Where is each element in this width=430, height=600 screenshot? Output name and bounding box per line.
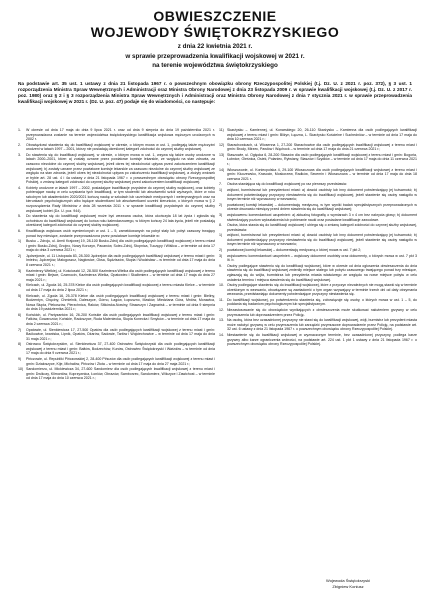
item-text: Pińczowie, ul. Republiki Pińczowskiej 2, 28-400 Pińczów dla osób podlegających kwalifikacji wojskowej z terenu miast i gmin: Działoszyce, Kije, Michałów, Pińczów i Złota – w terminie od dnia 17 maja do dnia 27 maja 2021 r.; [26, 357, 215, 366]
document-title: OBWIESZCZENIE [153, 8, 277, 24]
item-text: Kwalifikacja wojskowa osób wymienionych w ust. 1 – 5, zameldowanych na pobyt stały lub pobyt czasowy trwający ponad trzy miesiące, zostanie przeprowadzona przez powiatowe komisje lekarskie w: [26, 228, 215, 238]
item-number: 4) [18, 283, 22, 288]
list-item [219, 318, 417, 332]
item-text: Do stawienia się do kwalifikacji wojskowej może być wezwana osoba, która ukończyła 18 lat życia i zgłosiła się ochotniczo do kwalifikacji wojskowej do końca roku kalendarzowego, w którym kończy 24 lata życia, jeżeli nie posiadają określonej kategorii zdolności do czynnej służby wojskowej. [26, 214, 215, 228]
item-text: Niezastosowanie się do obowiązków wynikających z obwieszczenia może skutkować nałożeniem grzywny w celu przymuszenia lub doprowadzeniem przez Policję. [227, 308, 417, 317]
item-text: Starachowicach, ul. Wiosenna 1, 27-200 Starachowice dla osób podlegających kwalifikacji wojskowej z terenu miast i gmin: Brody, Mirzec, Pawłów i Wąchock – w terminie od dnia 17 maja do dnia 21 czerwca 2021 r.; [227, 142, 417, 152]
item-text: Na osobę, która bez uzasadnionej przyczyny nie stawi się do kwalifikacji wojskowej, wójt, burmistrz lub prezydent miasta może nałożyć grzywnę w celu przymuszenia lub zarządzić przymusowe doprowadzenie przez Policję, na podstawie art. 32 ust. 6 ustawy z dnia 21 listopada 1967 r. o powszechnym obowiązku obrony Rzeczypospolitej Polskiej. [227, 318, 417, 332]
list-item [219, 333, 417, 347]
list-item [219, 143, 417, 152]
item-number: 5. [18, 214, 21, 219]
item-text: wójtowi, burmistrzowi lub prezydentowi miast: a) dowód osobisty lub inny dokument potwierdzający jej tożsamość; b) dokument potwierdzający przyczyny niestawienia się do kwalifikacji wojskowej, jeżeli stawienie się osoby nastąpiło w innym terminie niż wyznaczony w wezwaniu; [227, 233, 417, 247]
list-item [219, 248, 417, 253]
item-number: 14) [219, 167, 225, 172]
item-number: 2. [18, 142, 21, 147]
list-item [18, 342, 215, 356]
list-item [18, 328, 215, 342]
list-item [219, 298, 417, 307]
item-text: W okresie od dnia 17 maja do dnia 9 lipca 2021 r. oraz od dnia 9 sierpnia do dnia 19 października 2021 r. przeprowadzona zostanie na terenie województwa świętokrzyskiego kwalifikacja wojskowa mężczyzn urodzonych w 2002 r. [26, 128, 215, 142]
list-item [219, 213, 417, 222]
item-text: powiatowej komisji lekarskiej – dokumentację medyczną o której mowa w ust. 7 pkt 2; [227, 248, 362, 253]
item-number: 2) [219, 248, 223, 253]
list-item [18, 313, 215, 327]
item-text: Staszowie, ul. Ogłęcka 6, 28-200 Staszów dla osób podlegających kwalifikacji wojskowej z terenu miast i gmin: Bogoria, Łubnice, Oleśnica, Osiek, Połaniec, Rytwiany, Staszów i Szydłów – w terminie od dnia 17 maja do dnia 11 czerwca 2021 r.; [227, 152, 417, 167]
signature-name: Zbigniew Koniusz [332, 583, 364, 589]
item-text: Busku – Zdroju, ul. Armii Krajowej 19, 28-100 Busko-Zdrój dla osób podlegających kwalifikacji wojskowej z terenu miast i gmin: Busko-Zdrój, Gnojno, Nowy Korczyn, Pacanów, Solec-Zdrój, Stopnica, Tuczępy i Wiślica – w terminie od dnia 17 maja do dnia 3 czerwca 2021 r.; [26, 239, 215, 253]
item-number: 9. [219, 263, 222, 268]
item-text: Kielcach, ul. Zgoda 16, 25-378 Kielce dla osób podlegających kwalifikacji wojskowej z terenu miast i gmin: Bieliny, Bodzentyn, Chęciny, Chmielnik, Daleszyce, Górno, Łagów, Łopuszno, Masłów, Miedziana Góra, Mniów, Morawica, Nowa Słupia, Piekoszów, Pierzchnica, Raków, Sitkówka-Nowiny, Strawczyn i Zagnańsk – w terminie od dnia 9 sierpnia do dnia 19 października 2021 r.; [26, 293, 215, 312]
list-item [18, 357, 215, 366]
item-number: 14. [219, 333, 224, 338]
signature-block [288, 578, 408, 589]
item-number: 3) [219, 212, 223, 217]
item-number: 1. [18, 128, 21, 132]
item-text: Obowiązkowi stawienia się do kwalifikacji wojskowej w okresie, o którym mowa w ust. 1, podlegają także mężczyźni urodzeni w latach 1997 – 2001, którzy nie posiadają określonej kategorii zdolności do czynnej służby wojskowej. [26, 142, 215, 152]
list-item [219, 254, 417, 263]
list-item [18, 128, 215, 142]
item-text: Końskich, ul. Partyzantów 16, 26-200 Końskie dla osób podlegających kwalifikacji wojskowej z terenu miast i gmin: Fałków, Gowarczów, Końskie, Radoszyce, Ruda Maleniecka, Słupia Konecka i Smyków – w terminie od dnia 17 maja do dnia 2 czerwca 2021 r.; [26, 312, 215, 326]
list-item [18, 153, 215, 185]
item-text: Skarżysku – Kamiennej, ul. Konarskiego 20, 26-110 Skarżysko – Kamienna dla osób podlegających kwalifikacji wojskowej z terenu miast i gmin: Bliżyn, Łączna, L. Skarżysko Kościelne i Suchedniów – w terminie od dnia 17 maja do dnia 10 czerwca 2021 r.; [227, 128, 417, 142]
list-item [219, 188, 417, 202]
item-number: 6. [18, 228, 21, 233]
list-item [18, 239, 215, 253]
signature-title: Wojewoda Świętokrzyski [326, 578, 370, 583]
legal-basis-paragraph: Na podstawie art. 35 ust. 1 ustawy z dnia 21 listopada 1967 r. o powszechnym obowiązku obrony Rzeczypospolitej Polskiej (t.j. Dz. U. z 2021 r. poz. 372), § 3 ust. 1 rozporządzenia Ministra Spraw Wewnętrznych i Administracji oraz Ministra Obrony Narodowej z dnia 23 listopada 2009 r. w sprawie kwalifikacji wojskowej (t.j. Dz. U. z 2017 r. poz. 1980) oraz § 2 i § 3 rozporządzenia Ministra Spraw Wewnętrznych i Administracji oraz Ministra Obrony Narodowej z dnia 7 stycznia 2021 r. w sprawie przeprowadzenia kwalifikacji wojskowej w 2021 r. (Dz. U. poz. 47) podaje się do wiadomości, co następuje: [18, 81, 412, 104]
list-item [219, 203, 417, 212]
right-column [219, 128, 417, 568]
item-text: wojskowemu komendantowi uzupełnień: a) aktualną fotografię o wymiarach 3 x 4 cm bez nakrycia głowy; b) dokument stwierdzający poziom wykształcenia lub pobieranie nauki oraz posiadane kwalifikacje zawodowe. [227, 212, 417, 222]
document-subject-region: na terenie województwa świętokrzyskiego [152, 62, 278, 69]
list-item [219, 308, 417, 317]
item-number: 10. [219, 283, 224, 288]
item-text: Kielcach, ul. Zgoda 16, 25-378 Kielce dla osób podlegających kwalifikacji wojskowej z terenu miasta Kielce – w terminie od dnia 17 maja do dnia 2 lipca 2021 r.; [26, 283, 215, 292]
item-number: 7) [18, 327, 22, 332]
document-date: z dnia 22 kwietnia 2021 r. [177, 43, 253, 50]
item-text: Osoby podlegające stawieniu się do kwalifikacji wojskowej, które z przyczyn niezależnych nie mogą stawić się w terminie określonym w wezwaniu, obowiązane są zawiadomić o tym organ wzywający w terminie trzech dni od daty otrzymania wezwania, przedstawiając dokumenty potwierdzające przyczyny niestawienia się. [227, 283, 417, 297]
item-text: Do kwalifikacji wojskowej, po potwierdzeniu stawienia się, zobowiązuje się osoby, o których mowa w ust. 1 – 5, do poddania się badaniom psychologicznym lub specjalistycznym. [227, 297, 417, 307]
list-item [18, 269, 215, 283]
item-number: 2) [219, 202, 223, 207]
list-item [219, 233, 417, 247]
item-text: Jędrzejowie, ul. 11 Listopada 83, 28-300 Jędrzejów dla osób podlegających kwalifikacji wojskowej z terenu miast i gmin: Imielno, Jędrzejów, Małogoszcz, Nagłowice, Oksa, Sędziszów, Słupia i Wodzisław – w terminie od dnia 17 maja do dnia 8 czerwca 2021 r.; [26, 253, 215, 267]
list-item [18, 254, 215, 268]
item-text: Ostrowcu Świętokrzyskim, ul. Sienkiewicza 37, 27-400 Ostrowiec Świętokrzyski dla osób podlegających kwalifikacji wojskowej z terenu miast i gmin: Bałtów, Bodzechów, Kunów, Ostrowiec Świętokrzyski i Waśniów – w terminie od dnia 17 maja do dnia 9 czerwca 2021 r.; [26, 342, 215, 356]
item-number: 13. [219, 318, 224, 323]
item-text: Do stawienia się do kwalifikacji wojskowej, w okresie, o którym mowa w ust. 1, wzywa się także osoby urodzone w latach 2000–2001, które: a) zostały uznane przez powiatowe komisje lekarskie, ze względu na stan zdrowia, za czasowo niezdolne do czynnej służby wojskowej, jeżeli okres tej niezdolności upływa przed zakończeniem kwalifikacji wojskowej; b) zostały uznane przez powiatowe komisje lekarskie za czasowo niezdolne do czynnej służby wojskowej ze względu na stan zdrowia, jeżeli okres tej niezdolności upływa po zakończeniu kwalifikacji wojskowej, a złożyły wniosek w trybie art. 28 ust. 4 i 4a ustawy z dnia 21 listopada 1967 r. o powszechnym obowiązku obrony Rzeczypospolitej Polskiej, o zmianę kategorii zdolności do czynnej służby wojskowej przed zakończeniem kwalifikacji wojskowej. [26, 152, 215, 185]
item-number: 13) [219, 152, 225, 157]
item-number: 5) [18, 293, 22, 298]
item-text: Włoszczowie, ul. Koniecpolska 4, 29-100 Włoszczowa dla osób podlegających kwalifikacji wojskowej z terenu miast i gmin: Kluczewsko, Krasocin, Moskorzew, Radków, Secemin i Włoszczowa – w terminie od dnia 17 maja do dnia 18 czerwca 2021 r. [227, 167, 417, 181]
item-text: Kobiety urodzone w latach 1997 – 2002, posiadające kwalifikacje przydatne do czynnej służby wojskowej, oraz kobiety pobierające naukę w celu uzyskania tych kwalifikacji, w tym studentki lub absolwentki szkół wyższych, które w roku szkolnym lub akademickim 2020/2021 kończą naukę w szkołach lub uczelniach medycznych i weterynaryjnych oraz na kierunkach psychologicznych albo będące studentkami lub absolwentkami uczelni kierunków, o których mowa w § 2 rozporządzenia Rady Ministrów z dnia 28 września 2011 r. w sprawie kwalifikacji przydatnych do czynnej służby wojskowej kobiet (Dz. U. poz. 944). [26, 185, 215, 213]
item-number: 1) [219, 188, 223, 193]
item-text: wójtowi, burmistrzowi lub prezydentowi miast: a) dowód osobisty lub inny dokument potwierdzający jej tożsamość; b) dokument potwierdzający przyczyny niestawienia się do kwalifikacji wojskowej, jeżeli stawienie się osoby nastąpiło w innym terminie niż wyznaczony w wezwaniu; [227, 188, 417, 202]
list-item [18, 214, 215, 228]
item-number: 8. [219, 223, 222, 228]
item-number: 11. [219, 297, 224, 302]
item-text: Sandomierzu, ul. Mickiewicza 34, 27-600 Sandomierz dla osób podlegających kwalifikacji wojskowej z terenu miast i gmin: Dwikozy, Klimontów, Koprzywnica, Łoniów, Obrazów, Samborzec, Sandomierz, Wilczyce i Zawichost – w terminie od dnia 17 maja do dnia 10 czerwca 2021 r.; [26, 367, 215, 381]
list-item [219, 223, 417, 232]
document-subject: w sprawie przeprowadzenia kwalifikacji wojskowej w 2021 r. [125, 53, 305, 60]
list-item [18, 229, 215, 238]
list-item [219, 168, 417, 182]
list-item [219, 182, 417, 187]
item-text: Osoba stawiająca się do kwalifikacji wojskowej po raz pierwszy przedstawia: [227, 182, 347, 187]
list-item [219, 153, 417, 167]
item-number: 6) [18, 312, 22, 317]
list-item [219, 128, 417, 142]
item-text: powiatowej komisji lekarskiej – dokumentację medyczną, w tym wyniki badań specjalistycznych przeprowadzonych w okresie dwunastu miesięcy przed dniem stawienia się do kwalifikacji wojskowej; [227, 202, 417, 212]
list-item [18, 143, 215, 152]
item-number: 10) [18, 367, 24, 372]
item-text: Osoba, która stawia się do kwalifikacji wojskowej i ubiega się o zmianę kategorii zdolności do czynnej służby wojskowej, przedstawia: [227, 223, 417, 232]
item-number: 11) [219, 128, 224, 132]
item-text: wojskowemu komendantowi uzupełnień – wojskowy dokument osobisty oraz dokumenty, o których mowa w ust. 7 pkt 3 lit. b. [227, 253, 417, 263]
list-item [219, 283, 417, 297]
item-number: 1) [219, 233, 223, 238]
item-text: Niestawienie się do kwalifikacji wojskowej w wyznaczonym terminie, bez uzasadnionej przyczyny, podlega karze grzywny albo karze ograniczenia wolności, na podstawie art. 224 ust. 1 pkt 1 ustawy z dnia 21 listopada 1967 r. o powszechnym obowiązku obrony Rzeczypospolitej Polskiej. [227, 333, 417, 347]
item-number: 3. [18, 152, 21, 157]
list-item [219, 264, 417, 282]
item-number: 8) [18, 342, 22, 347]
item-text: Opatowie, ul. Sienkiewicza 17, 27-500 Opatów dla osób podlegających kwalifikacji wojskowej z terenu miast i gmin: Baćkowice, Iwaniska, Lipnik, Opatów, Ożarów, Sadowie, Tarłów i Wojciechowice – w terminie od dnia 17 maja do dnia 31 maja 2021 r.; [26, 327, 215, 341]
list-item [18, 186, 215, 213]
item-number: 3) [18, 268, 22, 273]
item-number: 7. [219, 182, 222, 187]
item-number: 2) [18, 253, 22, 258]
item-number: 3) [219, 253, 223, 258]
left-column [18, 128, 215, 568]
list-item [18, 283, 215, 292]
item-number: 12. [219, 308, 224, 313]
list-item [18, 294, 215, 312]
item-number: 12) [219, 142, 225, 147]
item-number: 4. [18, 185, 21, 190]
item-number: 1) [18, 239, 22, 244]
item-number: 9) [18, 357, 22, 362]
item-text: Osoby podlegające stawieniu się do kwalifikacji wojskowej, które w okresie od dnia ogłoszenia obwieszczenia do dnia stawienia się do kwalifikacji wojskowej zmieniły miejsce stałego lub pobytu czasowego trwającego ponad trzy miesiące, zgłaszają się do wójta, burmistrza lub prezydenta miasta właściwego ze względu na nowe miejsce pobytu w celu ustalenia terminu i miejsca stawienia się do kwalifikacji wojskowej. [227, 263, 417, 282]
item-text: Kazimierzy Wielkiej, ul. Kościuszki 12, 28-500 Kazimierza Wielka dla osób podlegających kwalifikacji wojskowej z terenu miast i gmin: Bejsce, Czarnocin, Kazimierza Wielka, Opatowiec i Skalbmierz – w terminie od dnia 17 maja do dnia 27 maja 2021 r.; [26, 268, 215, 282]
list-item [18, 367, 215, 381]
document-authority: WOJEWODY ŚWIĘTOKRZYSKIEGO [90, 24, 340, 40]
